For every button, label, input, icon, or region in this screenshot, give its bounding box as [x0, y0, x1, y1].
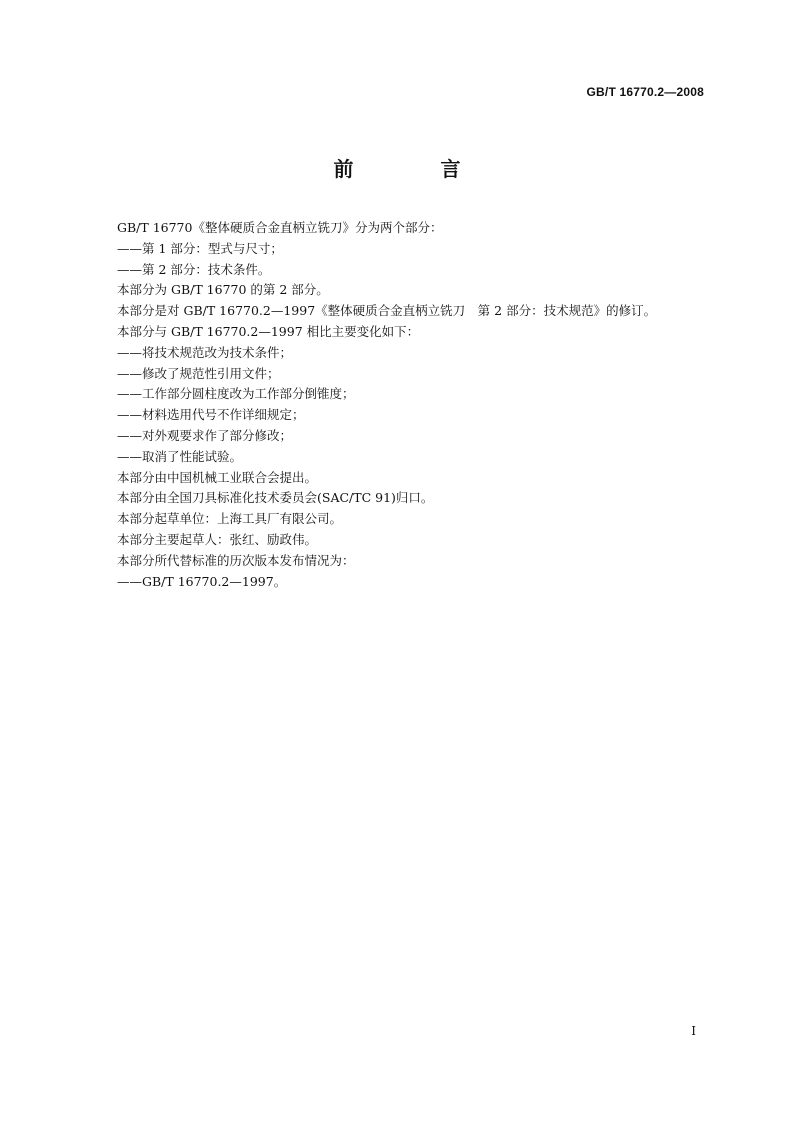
page-number: I [691, 1024, 696, 1038]
change-item: ——材料选用代号不作详细规定； [117, 407, 305, 423]
change-item: ——将技术规范改为技术条件； [117, 344, 293, 360]
history-item: ——GB/T 16770.2—1997。 [117, 573, 287, 589]
change-item: ——取消了性能试验。 [117, 448, 243, 464]
revision-line: 本部分是对 GB/T 16770.2—1997《整体硬质合金直柄立铣刀 第 2 部分：技术规范》的修订。 [117, 303, 657, 319]
changes-intro-line: 本部分与 GB/T 16770.2—1997 相比主要变化如下： [117, 323, 420, 339]
change-item: ——工作部分圆柱度改为工作部分倒锥度； [117, 386, 355, 402]
committee-line: 本部分由全国刀具标准化技术委员会(SAC/TC 91)归口。 [117, 490, 434, 506]
change-item: ——修改了规范性引用文件； [117, 365, 280, 381]
current-part-line: 本部分为 GB/T 16770 的第 2 部分。 [117, 282, 329, 298]
change-item: ——对外观要求作了部分修改； [117, 427, 293, 443]
foreword-body [117, 218, 717, 592]
page-title: 前 言 [333, 157, 501, 181]
history-intro-line: 本部分所代替标准的历次版本发布情况为： [117, 552, 355, 568]
drafters-line: 本部分主要起草人：张红、励政伟。 [117, 531, 318, 547]
part-1-line: ——第 1 部分：型式与尺寸； [117, 240, 283, 256]
part-2-line: ——第 2 部分：技术条件。 [117, 261, 271, 277]
drafting-unit-line: 本部分起草单位：上海工具厂有限公司。 [117, 511, 343, 527]
intro-line: GB/T 16770《整体硬质合金直柄立铣刀》分为两个部分： [117, 220, 443, 235]
standard-code: GB/T 16770.2—2008 [586, 85, 704, 99]
proposer-line: 本部分由中国机械工业联合会提出。 [117, 469, 318, 485]
